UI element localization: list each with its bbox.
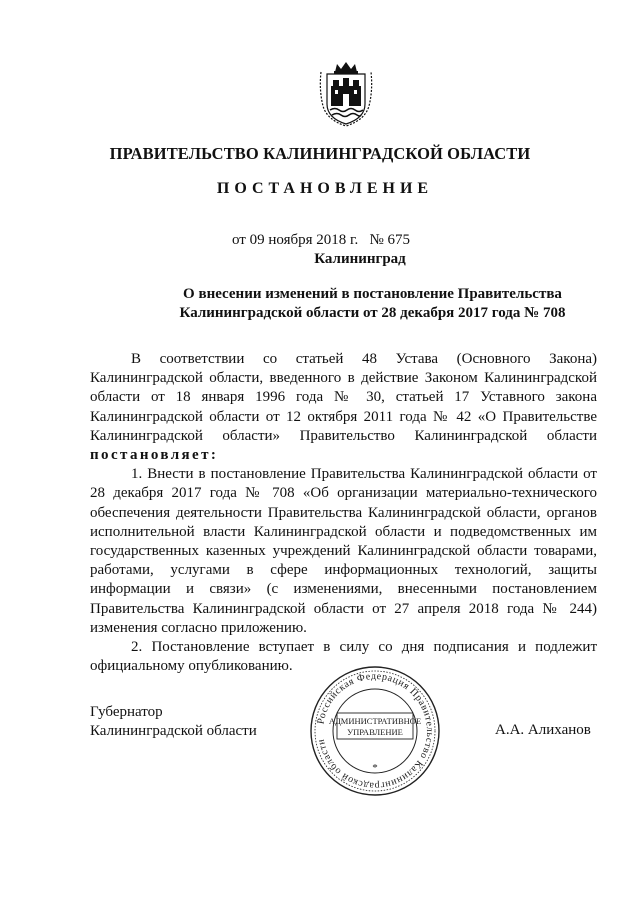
document-subject: [150, 285, 595, 323]
date-number-line: от 09 ноября 2018 г. № 675: [232, 232, 411, 248]
stamp-center-line-1: АДМИНИСТРАТИВНОЕ: [328, 716, 422, 726]
signatory-position: [90, 703, 257, 741]
stamp-star: *: [372, 762, 378, 774]
document-body: [90, 350, 597, 676]
resolves-word: постановляет:: [90, 447, 219, 464]
preamble-text: В соответствии со статьей 48 Устава (Основного Закона) Калининградской области, введенного в действие Законом Калининградской области от 18 января 1996 года № 30, статьей 17 Уставного закона Калининградской области от 12 октября 2011 года № 42 «О Правительстве Калининградской области» Правительство Калининградской области: [90, 351, 597, 444]
city-name: Калининград: [314, 251, 406, 267]
stamp-center-line-2: УПРАВЛЕНИЕ: [347, 727, 403, 737]
position-line-2: Калининградской области: [90, 723, 257, 739]
subject-line-2: Калининградской области от 28 декабря 2017 года № 708: [179, 305, 566, 321]
government-title: ПРАВИТЕЛЬСТВО КАЛИНИНГРАДСКОЙ ОБЛАСТИ: [109, 144, 531, 163]
document-type: ПОСТАНОВЛЕНИЕ: [216, 180, 434, 197]
coat-of-arms-emblem: [317, 60, 375, 128]
subject-line-1: О внесении изменений в постановление Правительства: [183, 286, 562, 302]
stamp-ring-text: Российская Федерация Правительство Калининградской области: [315, 670, 436, 792]
item-2-paragraph: 2. Постановление вступает в силу со дня подписания и подлежит официальному опубликованию.: [90, 639, 597, 675]
position-line-1: Губернатор: [90, 704, 163, 720]
official-stamp: [307, 663, 443, 799]
preamble-paragraph: [90, 350, 597, 465]
signatory-name: А.А. Алиханов: [495, 722, 591, 738]
item-1-paragraph: 1. Внести в постановление Правительства Калининградской области от 28 декабря 2017 года № 708 «Об организации материально-технического обеспечения деятельности Правительства Калининградской области, органов исполнительной власти Калининградской области и подведомственных им государственных казенных учреждений Калининградской области товарами, работами, услугами в сфере информационных технологий, защиты информации и связи» (с изменениями, внесенными постановлением Правительства Калининградской области от 27 апреля 2018 года № 244) изменения согласно приложению.: [90, 466, 597, 636]
